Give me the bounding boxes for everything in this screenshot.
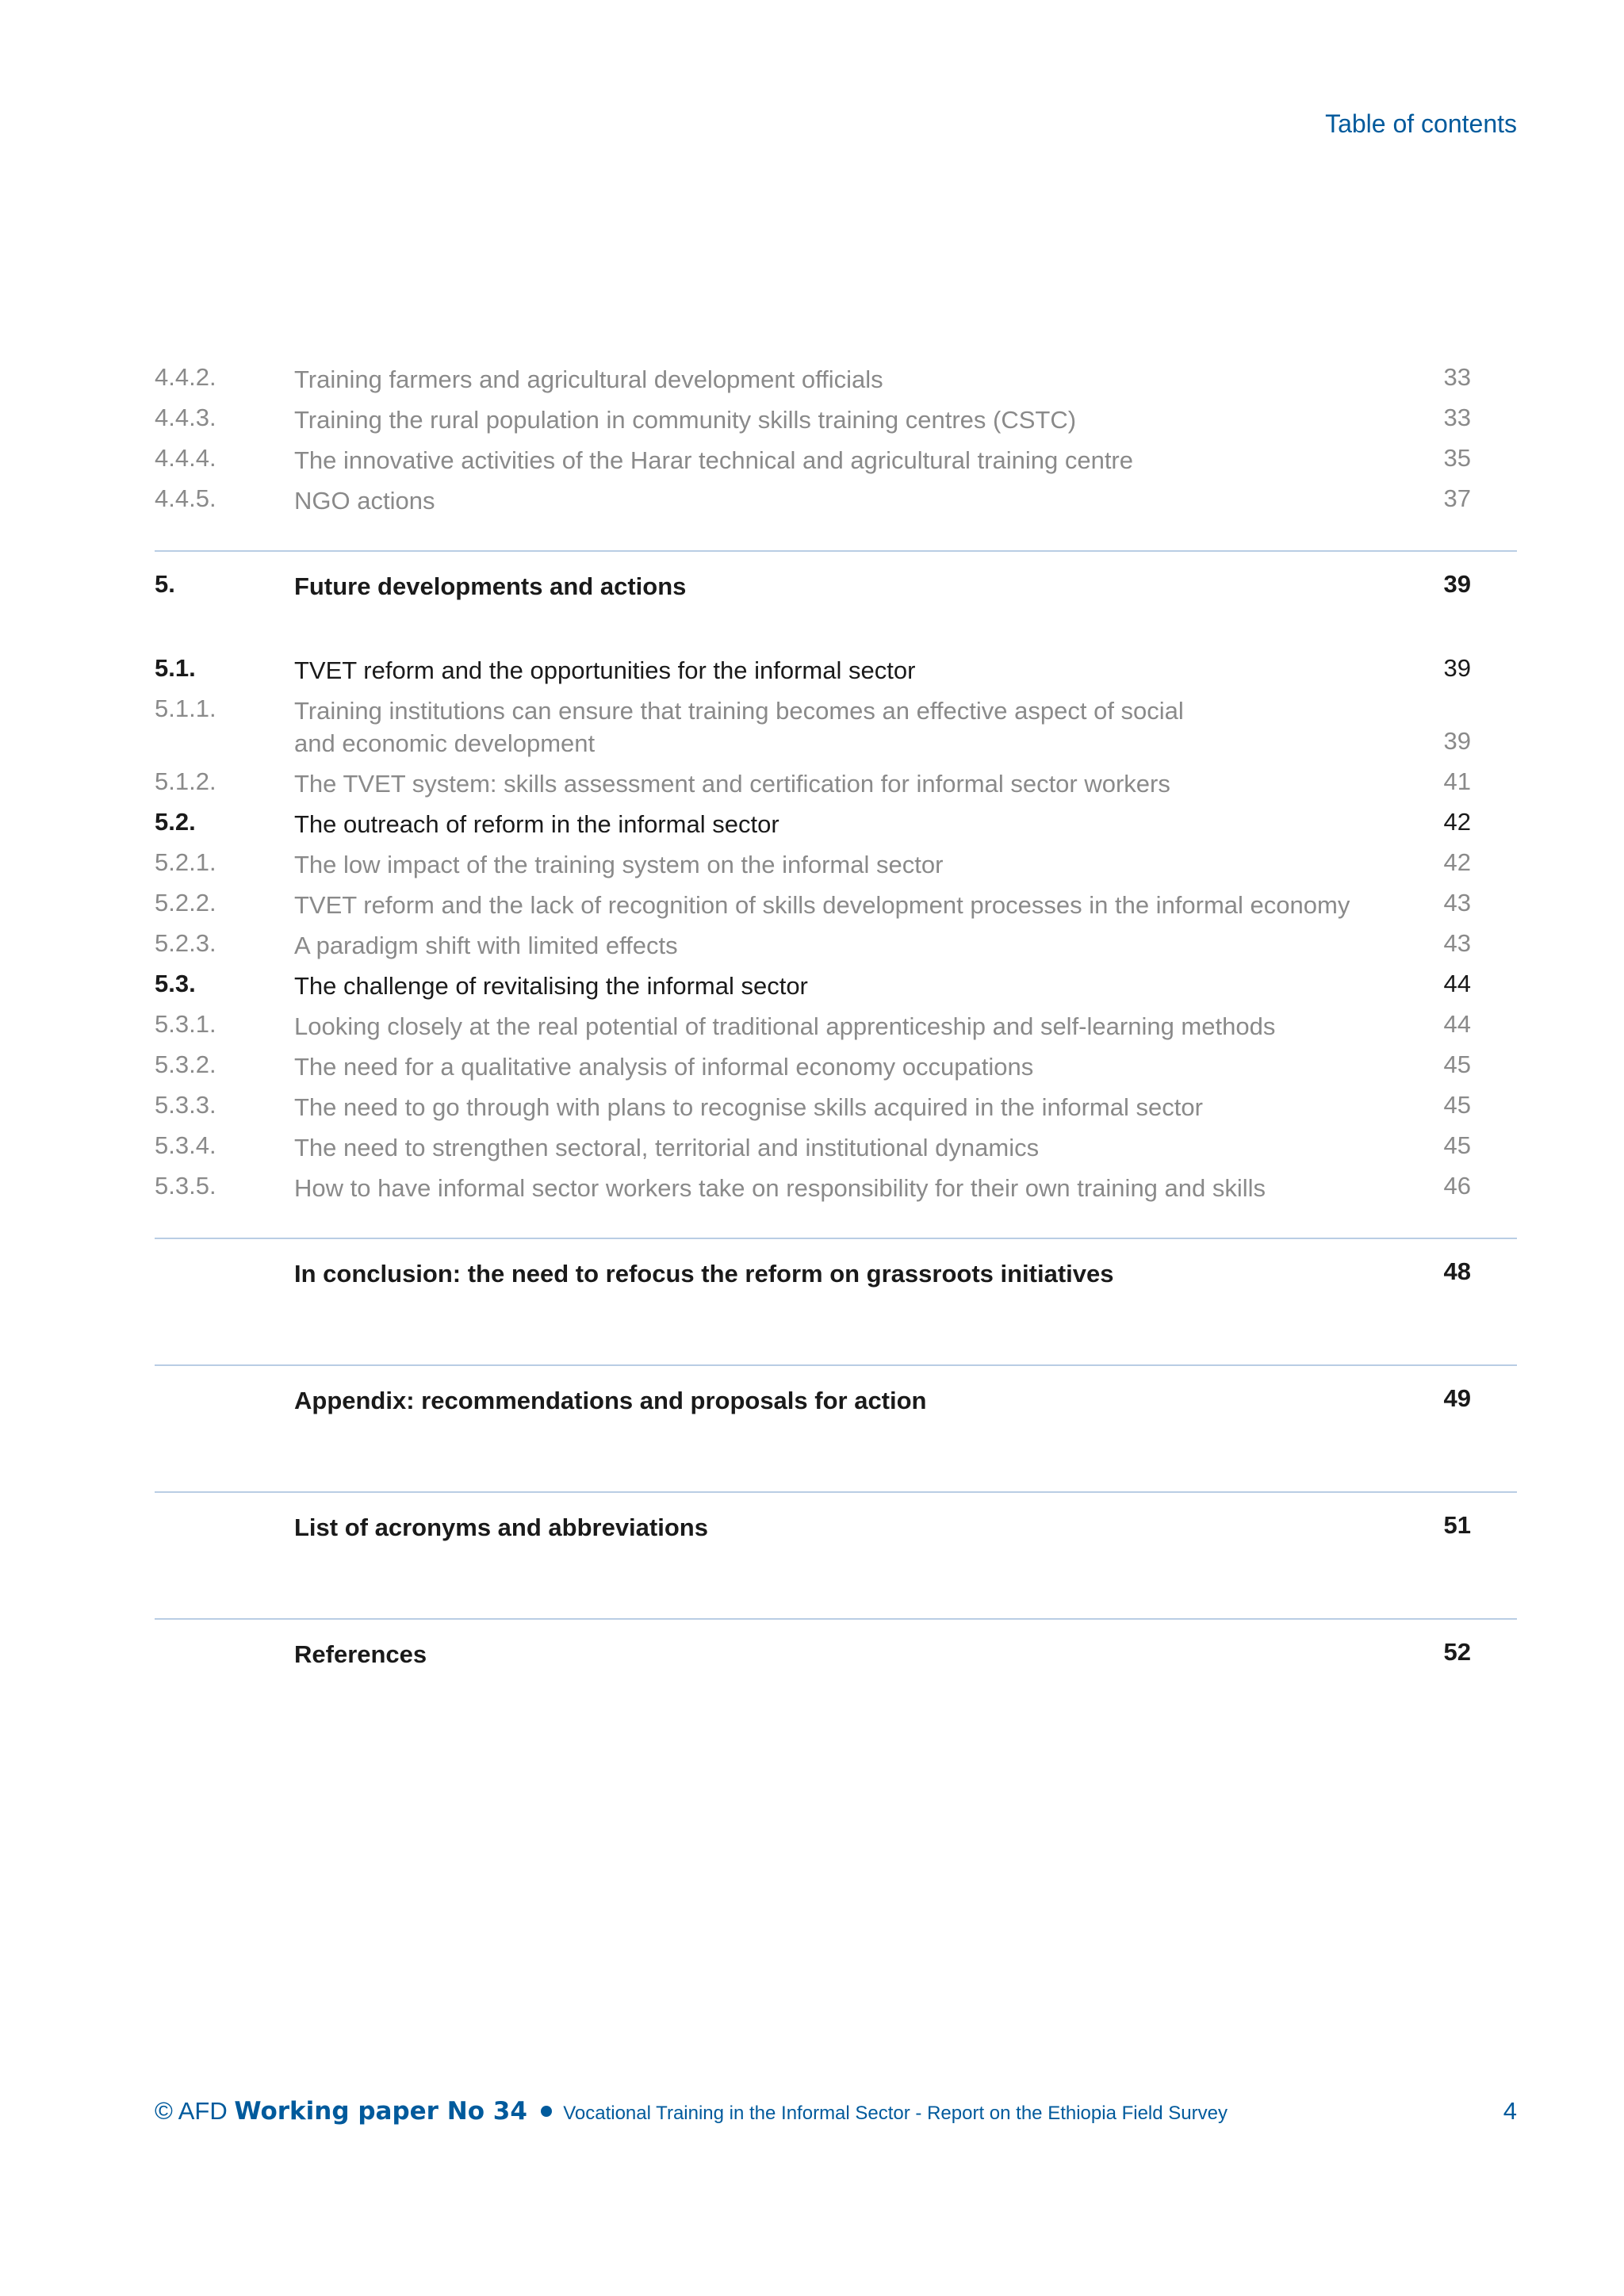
table-of-contents — [155, 358, 1517, 1674]
toc-entry-5-3-5[interactable] — [155, 1167, 1517, 1207]
toc-entry-title: The outreach of reform in the informal sector — [294, 810, 779, 838]
toc-entry-5-1-1[interactable] — [155, 690, 1517, 763]
toc-entry-title: Future developments and actions — [294, 572, 687, 600]
toc-entry-number: 5.2.2. — [155, 889, 216, 916]
toc-entry-page: 35 — [1443, 444, 1471, 472]
toc-entry-4-4-2[interactable] — [155, 358, 1517, 399]
footer-series-title: Working paper No 34 — [234, 2097, 527, 2126]
toc-entry-page: 39 — [1443, 570, 1471, 598]
page-footer — [155, 2097, 1517, 2132]
toc-entry-title: The need to go through with plans to recognise skills acquired in the informal sector — [294, 1093, 1203, 1121]
toc-entry-number: 5.3.2. — [155, 1050, 216, 1078]
toc-entry-title: Appendix: recommendations and proposals for action — [294, 1387, 927, 1414]
bullet-dot-icon — [541, 2106, 552, 2117]
running-header-title: Table of contents — [1325, 109, 1517, 138]
spacer — [155, 552, 1517, 565]
toc-entry-number: 5. — [155, 570, 175, 598]
toc-entry-title: TVET reform and the opportunities for the informal sector — [294, 656, 916, 684]
toc-entry-title: The need for a qualitative analysis of informal economy occupations — [294, 1053, 1034, 1081]
toc-entry-title: Training the rural population in community skills training centres (CSTC) — [294, 406, 1077, 434]
toc-entry-number: 5.3.3. — [155, 1091, 216, 1119]
toc-entry-page: 45 — [1443, 1131, 1471, 1159]
toc-appendix[interactable] — [155, 1380, 1517, 1420]
spacer — [155, 1207, 1517, 1238]
toc-entry-number: 5.1.1. — [155, 695, 216, 722]
toc-entry-number: 5.1. — [155, 654, 196, 682]
toc-conclusion[interactable] — [155, 1253, 1517, 1293]
toc-entry-title: The TVET system: skills assessment and certification for informal sector workers — [294, 770, 1170, 798]
toc-entry-4-4-3[interactable] — [155, 399, 1517, 439]
toc-entry-5-3-2[interactable] — [155, 1046, 1517, 1086]
spacer — [155, 1620, 1517, 1633]
toc-entry-title: The challenge of revitalising the informal sector — [294, 972, 808, 1000]
toc-chapter-5[interactable] — [155, 565, 1517, 606]
toc-entry-page: 33 — [1443, 363, 1471, 391]
spacer — [155, 520, 1517, 550]
toc-entry-5-2-1[interactable] — [155, 844, 1517, 884]
page-number: 4 — [1503, 2097, 1517, 2125]
toc-entry-number: 4.4.3. — [155, 404, 216, 431]
toc-entry-title-line-1: Training institutions can ensure that training becomes an effective aspect of social — [294, 697, 1184, 725]
toc-section-5-2[interactable] — [155, 803, 1517, 844]
toc-entry-4-4-5[interactable] — [155, 480, 1517, 520]
toc-entry-5-3-1[interactable] — [155, 1005, 1517, 1046]
toc-entry-title: References — [294, 1640, 427, 1668]
toc-entry-number: 5.2.1. — [155, 848, 216, 876]
toc-entry-number: 5.3.5. — [155, 1172, 216, 1200]
toc-entry-title: In conclusion: the need to refocus the reform on grassroots initiatives — [294, 1260, 1114, 1288]
toc-entry-number: 4.4.5. — [155, 484, 216, 512]
spacer — [155, 1547, 1517, 1618]
toc-section-5-3[interactable] — [155, 965, 1517, 1005]
toc-entry-page: 37 — [1443, 484, 1471, 512]
toc-entry-number: 5.2.3. — [155, 929, 216, 957]
toc-references[interactable] — [155, 1633, 1517, 1674]
toc-entry-5-1-2[interactable] — [155, 763, 1517, 803]
toc-entry-page: 44 — [1443, 1010, 1471, 1038]
toc-entry-5-3-3[interactable] — [155, 1086, 1517, 1127]
toc-entry-page: 48 — [1443, 1257, 1471, 1285]
toc-entry-title: The innovative activities of the Harar technical and agricultural training centre — [294, 446, 1133, 474]
spacer — [155, 1366, 1517, 1380]
footer-citation — [155, 2097, 1228, 2126]
toc-entry-page: 45 — [1443, 1091, 1471, 1119]
spacer — [155, 1493, 1517, 1506]
toc-entry-page: 46 — [1443, 1172, 1471, 1200]
toc-entry-title: NGO actions — [294, 487, 435, 515]
toc-entry-page: 52 — [1443, 1638, 1471, 1666]
toc-entry-5-2-3[interactable] — [155, 924, 1517, 965]
toc-entry-page: 44 — [1443, 970, 1471, 997]
spacer — [155, 1293, 1517, 1364]
toc-entry-title-line-2: and economic development — [294, 729, 596, 757]
toc-entry-page: 41 — [1443, 767, 1471, 795]
toc-entry-number: 5.3. — [155, 970, 196, 997]
toc-entry-title: Looking closely at the real potential of traditional apprenticeship and self-learning methods — [294, 1012, 1276, 1040]
toc-entry-page: 33 — [1443, 404, 1471, 431]
toc-entry-title: The low impact of the training system on the informal sector — [294, 851, 944, 878]
toc-entry-page: 49 — [1443, 1384, 1471, 1412]
toc-acronyms[interactable] — [155, 1506, 1517, 1547]
toc-entry-4-4-4[interactable] — [155, 439, 1517, 480]
footer-copyright: © AFD — [155, 2097, 228, 2125]
toc-entry-title: Training farmers and agricultural development officials — [294, 365, 883, 393]
spacer — [155, 636, 1517, 649]
toc-entry-number: 5.3.4. — [155, 1131, 216, 1159]
spacer — [155, 1420, 1517, 1491]
toc-entry-page: 39 — [1443, 654, 1471, 682]
toc-entry-page: 42 — [1443, 808, 1471, 836]
toc-entry-title: How to have informal sector workers take on responsibility for their own training and skills — [294, 1174, 1266, 1202]
toc-entry-page: 42 — [1443, 848, 1471, 876]
toc-entry-page: 43 — [1443, 929, 1471, 957]
toc-entry-page: 45 — [1443, 1050, 1471, 1078]
toc-entry-page: 43 — [1443, 889, 1471, 916]
toc-entry-title: TVET reform and the lack of recognition of skills development processes in the informal economy — [294, 891, 1350, 919]
toc-entry-page: 51 — [1443, 1511, 1471, 1539]
toc-entry-title: List of acronyms and abbreviations — [294, 1513, 708, 1541]
toc-entry-number: 5.3.1. — [155, 1010, 216, 1038]
toc-entry-number: 5.1.2. — [155, 767, 216, 795]
toc-entry-number: 4.4.2. — [155, 363, 216, 391]
toc-entry-title — [294, 695, 1388, 760]
toc-entry-number: 4.4.4. — [155, 444, 216, 472]
toc-entry-number: 5.2. — [155, 808, 196, 836]
toc-entry-title: The need to strengthen sectoral, territorial and institutional dynamics — [294, 1134, 1040, 1161]
toc-entry-5-2-2[interactable] — [155, 884, 1517, 924]
spacer — [155, 606, 1517, 636]
footer-subtitle: Vocational Training in the Informal Sector - Report on the Ethiopia Field Survey — [563, 2103, 1228, 2124]
toc-entry-title: A paradigm shift with limited effects — [294, 932, 678, 959]
spacer — [155, 1239, 1517, 1253]
toc-section-5-1[interactable] — [155, 649, 1517, 690]
toc-entry-page: 39 — [1443, 727, 1471, 755]
toc-entry-5-3-4[interactable] — [155, 1127, 1517, 1167]
